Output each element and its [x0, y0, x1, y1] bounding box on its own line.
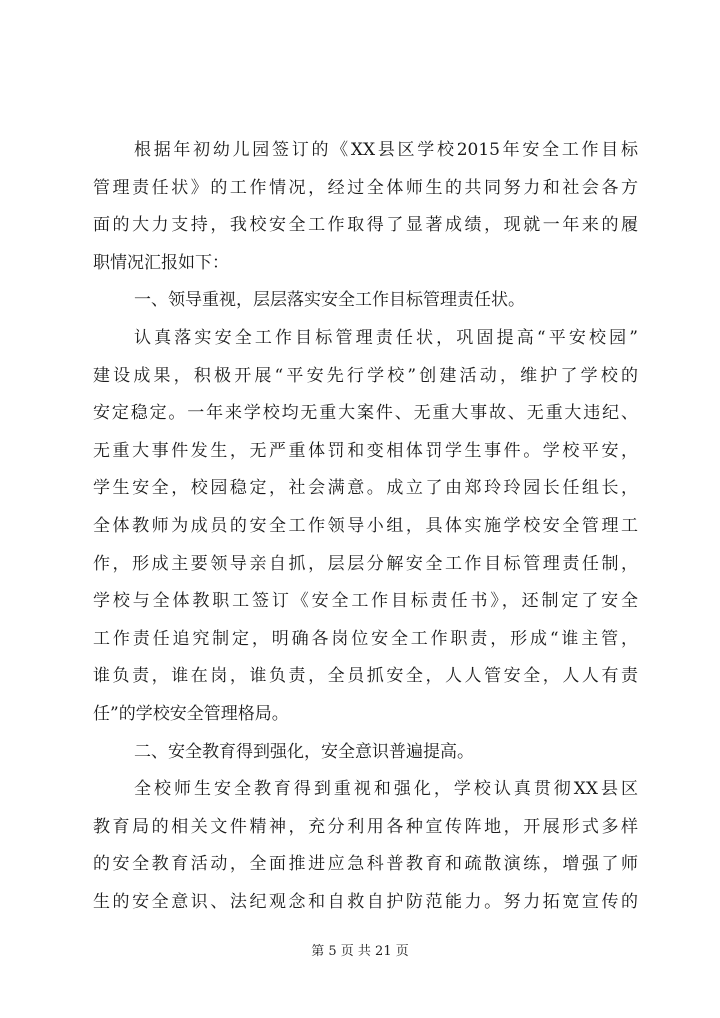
- text-line: 认真落实安全工作目标管理责任状，巩固提高“平安校园”: [134, 327, 638, 348]
- text-line: 全校师生安全教育得到重视和强化，学校认真贯彻XX县区: [134, 779, 638, 800]
- text-line: 任”的学校安全管理格局。: [93, 703, 289, 724]
- text-line: 全体教师为成员的安全工作领导小组，具体实施学校安全管理工: [93, 515, 638, 536]
- text-line: 学校与全体教职工签订《安全工作目标责任书》，还制定了安全: [93, 591, 638, 612]
- text-line: 面的大力支持，我校安全工作取得了显著成绩，现就一年来的履: [93, 215, 638, 236]
- text-line: 作，形成主要领导亲自抓，层层分解安全工作目标管理责任制，: [93, 553, 638, 574]
- page-footer: 第 5 页 共 21 页: [311, 944, 409, 959]
- text-line: 生的安全意识、法纪观念和自救自护防范能力。努力拓宽宣传的: [93, 891, 638, 912]
- text-line: 一、领导重视，层层落实安全工作目标管理责任状。: [134, 290, 525, 311]
- text-line: 工作责任追究制定，明确各岗位安全工作职责，形成“谁主管，: [93, 628, 638, 649]
- text-line: 安定稳定。一年来学校均无重大案件、无重大事故、无重大违纪、: [93, 403, 638, 424]
- text-line: 根据年初幼儿园签订的《XX县区学校2015年安全工作目标: [134, 140, 638, 160]
- text-line: 的安全教育活动，全面推进应急科普教育和疏散演练，增强了师: [93, 854, 638, 875]
- text-line: 学生安全，校园稳定，社会满意。成立了由郑玲玲园长任组长，: [93, 478, 638, 499]
- text-line: 教育局的相关文件精神，充分利用各种宣传阵地，开展形式多样: [93, 816, 638, 837]
- text-line: 无重大事件发生，无严重体罚和变相体罚学生事件。学校平安，: [93, 440, 638, 461]
- text-line: 二、安全教育得到强化，安全意识普遍提高。: [134, 741, 474, 762]
- text-line: 建设成果，积极开展“平安先行学校”创建活动，维护了学校的: [93, 365, 638, 386]
- body-text: [93, 132, 638, 921]
- text-line: 谁负责，谁在岗，谁负责，全员抓安全，人人管安全，人人有责: [93, 666, 638, 687]
- text-line: 管理责任状》的工作情况，经过全体师生的共同努力和社会各方: [93, 177, 638, 198]
- text-line: 职情况汇报如下：: [93, 252, 229, 273]
